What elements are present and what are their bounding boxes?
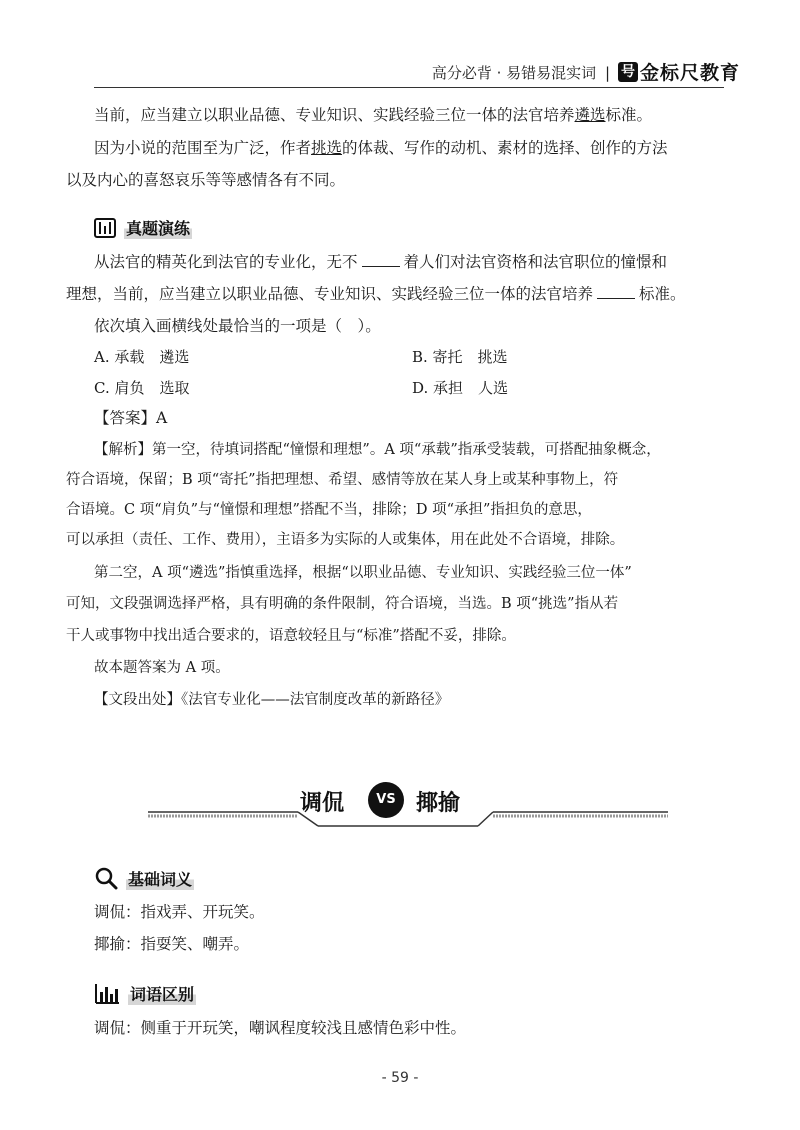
header-series-text: 高分必背 · 易错易混实词 (431, 64, 597, 82)
exercise-section-head (94, 216, 192, 239)
question-line-1 (94, 252, 667, 272)
blank-2 (597, 284, 635, 299)
analysis-line-2: 符合语境，保留；B 项“寄托”指把理想、希望、感情等放在某人身上或某种事物上，符 (66, 472, 619, 488)
exercise-title: 真题演练 (124, 216, 192, 239)
analysis-line-1: 【解析】第一空，待填词搭配“憧憬和理想”。A 项“承载”指承受装载，可搭配抽象概念， (94, 442, 661, 458)
page-number: - 59 - (381, 1070, 419, 1086)
option-a: A. 承载 遴选 (94, 348, 190, 366)
option-d: D. 承担 人选 (412, 379, 509, 397)
analysis-line-5: 第二空，A 项“遴选”指慎重选择，根据“以职业品德、专业知识、实践经验三位一体” (94, 565, 632, 581)
header-separator: | (604, 64, 610, 82)
intro-line-3: 以及内心的喜怒哀乐等等感情各有不同。 (66, 171, 346, 189)
sliders-icon (94, 218, 116, 238)
intro-line-2-end: 的体裁、写作的动机、素材的选择、创作的方法 (342, 139, 668, 157)
basic-title: 基础词义 (126, 867, 194, 890)
header-series (432, 62, 610, 83)
analysis-conclusion: 故本题答案为 A 项。 (94, 660, 230, 676)
analysis-line-6: 可知，文段强调选择严格，具有明确的条件限制，符合语境，当选。B 项“挑选”指从若 (66, 596, 619, 612)
versus-right-word: 揶揄 (416, 791, 461, 816)
difference-section-head (94, 982, 196, 1005)
basic-line-2: 揶揄：指耍笑、嘲弄。 (94, 935, 250, 953)
versus-decoration (148, 778, 668, 830)
analysis-line-4: 可以承担（责任、工作、费用），主语多为实际的人或集体，用在此处不合语境，排除。 (66, 532, 625, 548)
question-line-2-b: 标准。 (639, 285, 686, 303)
basic-section-head (94, 866, 194, 890)
intro-line-2-text: 因为小说的范围至为广泛，作者 (94, 139, 312, 157)
versus-left-word: 调侃 (300, 791, 345, 816)
intro-line-2 (94, 138, 668, 158)
header-divider (94, 87, 724, 88)
difference-line-1: 调侃：侧重于开玩笑，嘲讽程度较浅且感情色彩中性。 (94, 1019, 467, 1037)
versus-banner (148, 778, 668, 830)
question-line-1-b: 着人们对法官资格和法官职位的憧憬和 (403, 253, 668, 271)
option-b: B. 寄托 挑选 (412, 348, 508, 366)
vs-badge: VS (368, 782, 404, 818)
question-line-2-a: 理想，当前，应当建立以职业品德、专业知识、实践经验三位一体的法官培养 (66, 285, 594, 303)
intro-line-1 (94, 105, 652, 125)
brand (618, 58, 740, 85)
question-line-3: 依次填入画横线处最恰当的一项是（ ）。 (94, 317, 381, 335)
answer: 【答案】A (94, 409, 168, 427)
analysis-line-7: 干人或事物中找出适合要求的，语意较轻且与“标准”搭配不妥，排除。 (66, 628, 516, 644)
basic-line-1: 调侃：指戏弄、开玩笑。 (94, 903, 265, 921)
intro-line-1-text: 当前，应当建立以职业品德、专业知识、实践经验三位一体的法官培养 (94, 106, 575, 124)
difference-title: 词语区别 (128, 982, 196, 1005)
question-line-1-a: 从法官的精英化到法官的专业化，无不 (94, 253, 358, 271)
option-c: C. 肩负 选取 (94, 379, 190, 397)
brand-logo-icon: 号 (618, 62, 638, 82)
intro-line-1-underlined: 遴选 (574, 106, 606, 124)
magnifier-icon (94, 866, 118, 890)
source: 【文段出处】《法官专业化——法官制度改革的新路径》 (94, 692, 450, 708)
bar-chart-icon (94, 983, 120, 1005)
question-line-2 (66, 284, 686, 304)
brand-name: 金标尺教育 (640, 62, 741, 84)
intro-line-1-end: 标准。 (605, 106, 653, 124)
intro-line-2-underlined: 挑选 (311, 139, 343, 157)
analysis-line-3: 合语境。C 项“肩负”与“憧憬和理想”搭配不当，排除；D 项“承担”指担负的意思， (66, 502, 592, 518)
blank-1 (362, 252, 400, 267)
